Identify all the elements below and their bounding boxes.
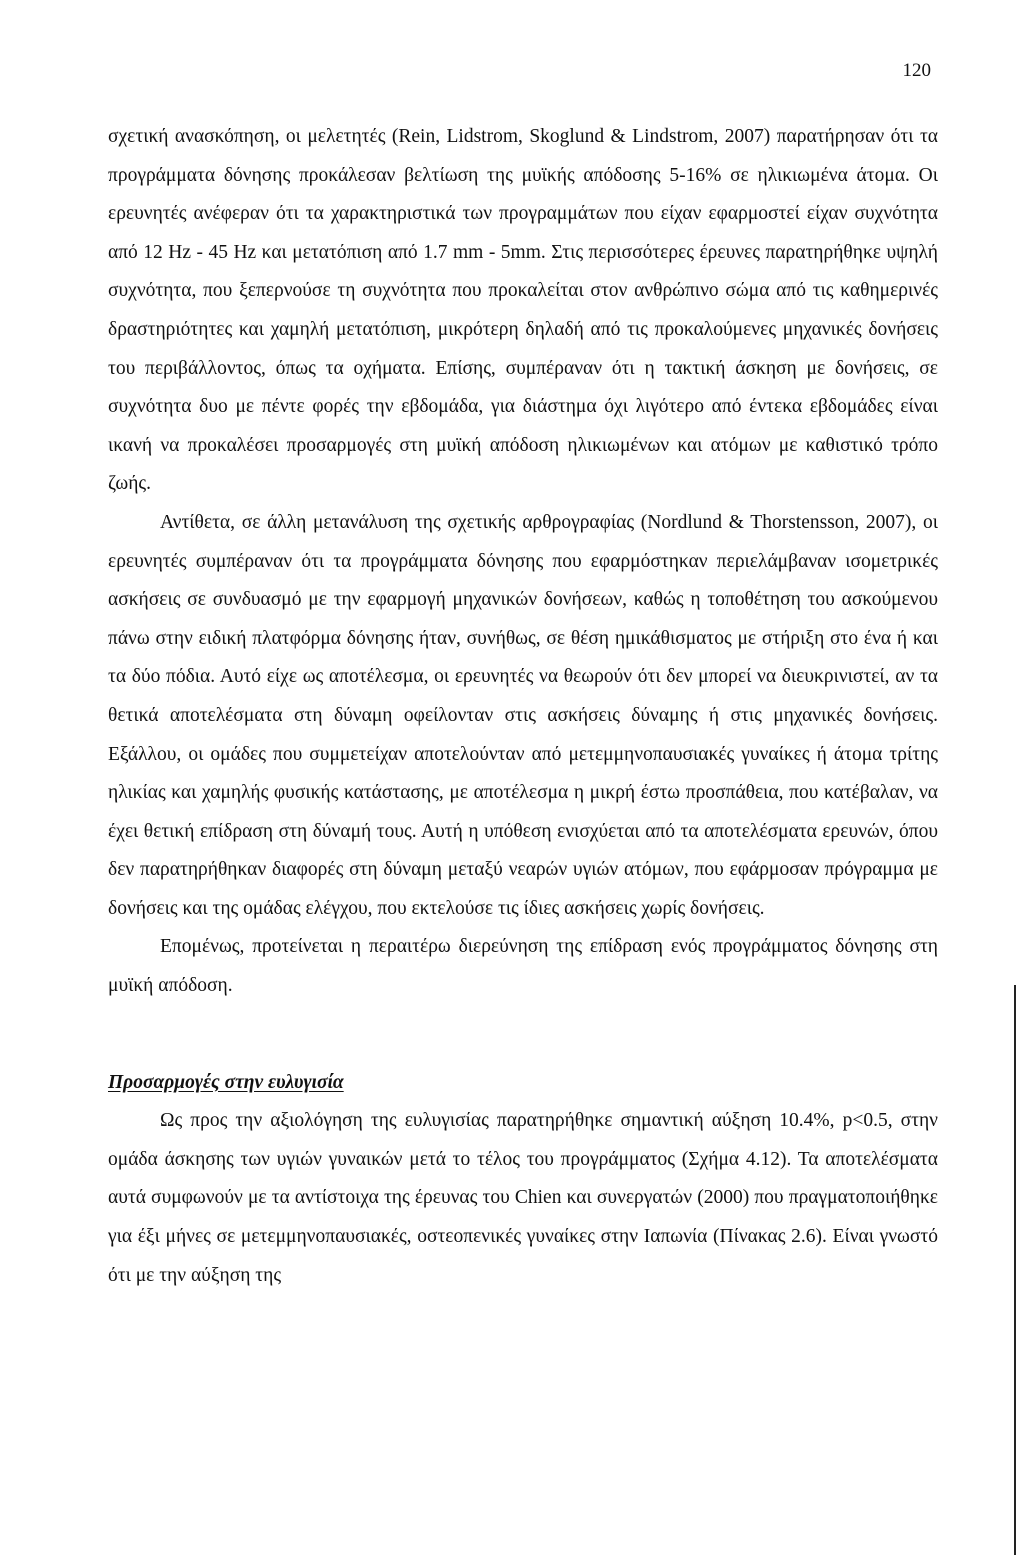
paragraph: Αντίθετα, σε άλλη μετανάλυση της σχετικής αρθρογραφίας (Nordlund & Thorstensson, 2007), οι ερευνητές συμπέραναν ότι τα προγράμματα δόνησης που εφαρμόστηκαν περιελάμβαναν ισομετρικές ασκήσεις σε συνδυασμό με την εφαρμογή μηχανικών δονήσεων, καθώς η τοποθέτηση του ασκούμενου πάνω στην ειδική πλατφόρμα δόνησης ήταν, συνήθως, σε θέση ημικάθισματος με στήριξη στο ένα ή και τα δύο πόδια. Αυτό είχε ως αποτέλεσμα, οι ερευνητές να θεωρούν ότι δεν μπορεί να διευκρινιστεί, αν τα θετικά αποτελέσματα στη δύναμη οφείλονταν στις ασκήσεις δύναμης ή στις μηχανικές δονήσεις. Εξάλλου, οι ομάδες που συμμετείχαν αποτελούνταν από μετεμμηνοπαυσιακές γυναίκες ή άτομα τρίτης ηλικίας και χαμηλής φυσικής κατάστασης, με αποτέλεσμα η μικρή έστω προσπάθεια, που κατέβαλαν, να έχει θετική επίδραση στη δύναμή τους. Αυτή η υπόθεση ενισχύεται από τα αποτελέσματα ερευνών, όπου δεν παρατηρήθηκαν διαφορές στη δύναμη μεταξύ νεαρών υγιών ατόμων, που εφάρμοσαν πρόγραμμα με δονήσεις και της ομάδας ελέγχου, που εκτελούσε τις ίδιες ασκήσεις χωρίς δονήσεις. <box>108 511 938 919</box>
page-number: 120 <box>902 60 931 81</box>
document-body <box>108 118 938 1295</box>
paragraph: Ως προς την αξιολόγηση της ευλυγισίας παρατηρήθηκε σημαντική αύξηση 10.4%, p<0.5, στην ομάδα άσκησης των υγιών γυναικών μετά το τέλος του προγράμματος (Σχήμα 4.12). Τα αποτελέσματα αυτά συμφωνούν με τα αντίστοιχα της έρευνας του Chien και συνεργατών (2000) που πραγματοποιήθηκε για έξι μήνες σε μετεμμηνοπαυσιακές, οστεοπενικές γυναίκες στην Ιαπωνία (Πίνακας 2.6). Είναι γνωστό ότι με την αύξηση της <box>108 1110 938 1286</box>
margin-rule <box>1014 985 1016 1555</box>
section-heading: Προσαρμογές στην ευλυγισία <box>108 1071 344 1093</box>
paragraph: σχετική ανασκόπηση, οι μελετητές (Rein, Lidstrom, Skoglund & Lindstrom, 2007) παρατήρησαν ότι τα προγράμματα δόνησης προκάλεσαν βελτίωση της μυϊκής απόδοσης 5-16% σε ηλικιωμένα άτομα. Οι ερευνητές ανέφεραν ότι τα χαρακτηριστικά των προγραμμάτων που είχαν εφαρμοστεί είχαν συχνότητα από 12 Hz - 45 Hz και μετατόπιση από 1.7 mm - 5mm. Στις περισσότερες έρευνες παρατηρήθηκε υψηλή συχνότητα, που ξεπερνούσε τη συχνότητα που προκαλείται στον ανθρώπινο σώμα από τις καθημερινές δραστηριότητες και χαμηλή μετατόπιση, μικρότερη δηλαδή από τις προκαλούμενες μηχανικές δονήσεις του περιβάλλοντος, όπως τα οχήματα. Επίσης, συμπέραναν ότι η τακτική άσκηση με δονήσεις, σε συχνότητα δυο με πέντε φορές την εβδομάδα, για διάστημα όχι λιγότερο από έντεκα εβδομάδες είναι ικανή να προκαλέσει προσαρμογές στη μυϊκή απόδοση ηλικιωμένων και ατόμων με καθιστικό τρόπο ζωής. <box>108 126 938 495</box>
paragraph: Επομένως, προτείνεται η περαιτέρω διερεύνηση της επίδραση ενός προγράμματος δόνησης στη μυϊκή απόδοση. <box>108 936 938 997</box>
